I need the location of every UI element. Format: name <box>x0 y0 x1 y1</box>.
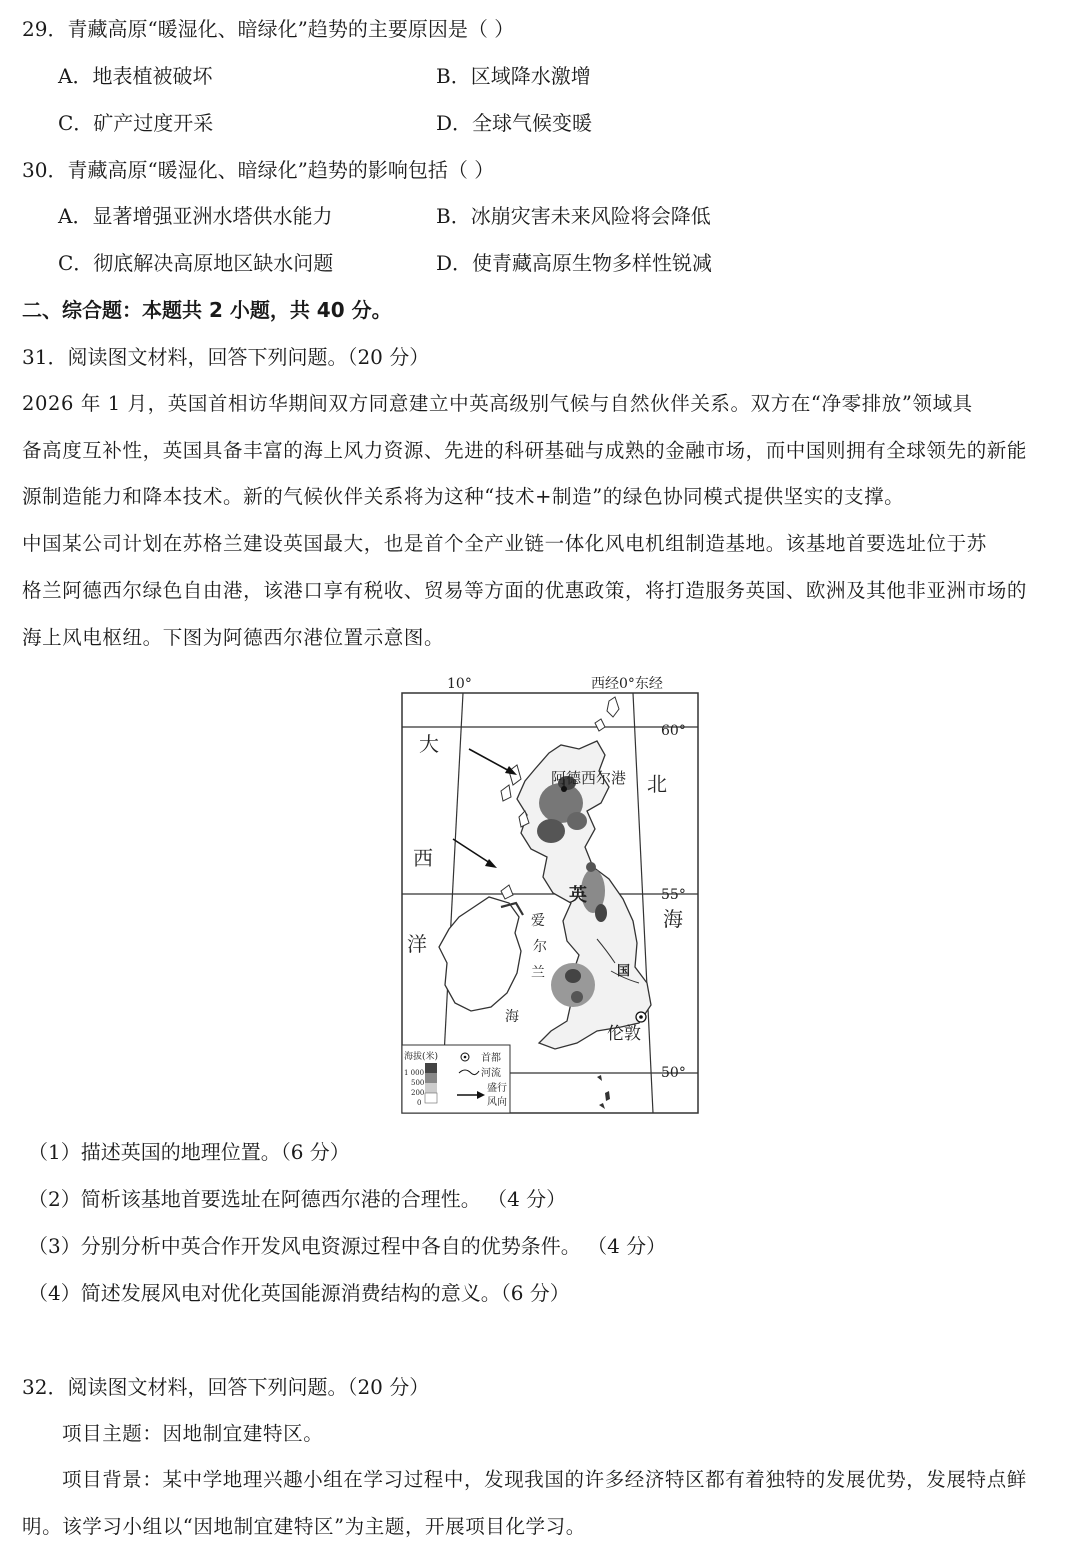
legend-wind-2: 风向 <box>487 1097 507 1108</box>
map-label-guo: 国 <box>617 964 631 979</box>
q31-stem: 31．阅读图文材料，回答下列问题。（20 分） <box>22 345 430 369</box>
map-label-ying: 英 <box>569 885 587 906</box>
q31-paragraph1-line3: 源制造能力和降本技术。新的气候伙伴关系将为这种“技术+制造”的绿色协同模式提供坚实的支撑。 <box>22 485 905 508</box>
london-label: 伦敦 <box>607 1024 641 1044</box>
legend-wind-1: 盛行 <box>487 1083 507 1094</box>
q30-option-a: A．显著增强亚洲水塔供水能力 <box>58 204 333 228</box>
q31-sub2: （2）简析该基地首要选址在阿德西尔港的合理性。 （4 分） <box>28 1187 567 1211</box>
legend-1000: 1 000 <box>404 1069 425 1077</box>
map-label-yang: 洋 <box>407 932 427 956</box>
q31-paragraph2-line3: 海上风电枢纽。下图为阿德西尔港位置示意图。 <box>22 626 445 649</box>
lon-0-label: 西经0°东经 <box>591 676 663 692</box>
legend-capital: 首都 <box>481 1053 501 1064</box>
lat-55-label: 55° <box>661 887 686 903</box>
lon-10-label: 10° <box>447 676 472 692</box>
q29-option-a: A．地表植被破坏 <box>58 64 213 88</box>
q30-option-b: B．冰崩灾害未来风险将会降低 <box>436 204 711 228</box>
lat-60-label: 60° <box>661 723 686 739</box>
q32-theme: 项目主题：因地制宜建特区。 <box>62 1422 324 1445</box>
q30-stem: 30．青藏高原“暖湿化、暗绿化”趋势的影响包括（ ） <box>22 158 495 182</box>
map-label-xi: 西 <box>413 846 433 870</box>
q32-stem: 32．阅读图文材料，回答下列问题。（20 分） <box>22 1375 430 1399</box>
q30-option-d: D．使青藏高原生物多样性锐减 <box>436 251 713 275</box>
legend-elevation-title: 海拔(米) <box>404 1052 439 1062</box>
section-heading: 二、综合题：本题共 2 小题，共 40 分。 <box>22 298 392 322</box>
legend-river: 河流 <box>481 1068 501 1079</box>
map-label-er: 尔 <box>533 939 547 955</box>
legend-200: 200 <box>411 1089 425 1097</box>
legend-0: 0 <box>417 1099 422 1107</box>
q32-background-line1: 项目背景：某中学地理兴趣小组在学习过程中，发现我国的许多经济特区都有着独特的发展优势，发展特点鲜 <box>62 1468 1027 1491</box>
q31-paragraph1-line2: 备高度互补性，英国具备丰富的海上风力资源、先进的科研基础与成熟的金融市场，而中国则拥有全球领先的新能 <box>22 439 1028 462</box>
q31-paragraph2-line1: 中国某公司计划在苏格兰建设英国最大，也是首个全产业链一体化风电机组制造基地。该基地首要选址位于苏 <box>22 532 987 555</box>
map-label-ai: 爱 <box>531 913 545 929</box>
q29-stem: 29．青藏高原“暖湿化、暗绿化”趋势的主要原因是（ ） <box>22 17 515 41</box>
q29-option-b: B．区域降水激增 <box>436 64 591 88</box>
q31-paragraph2-line2: 格兰阿德西尔绿色自由港，该港口享有税收、贸易等方面的优惠政策，将打造服务英国、欧洲及其他非亚洲市场的 <box>22 579 1028 602</box>
q31-sub4: （4）简述发展风电对优化英国能源消费结构的意义。（6 分） <box>28 1281 570 1305</box>
q29-option-d: D．全球气候变暖 <box>436 111 593 135</box>
q31-paragraph1-line1: 2026 年 1 月，英国首相访华期间双方同意建立中英高级别气候与自然伙伴关系。双方在“净零排放”领域具 <box>22 392 973 415</box>
q30-option-c: C．彻底解决高原地区缺水问题 <box>58 251 334 275</box>
q29-option-c: C．矿产过度开采 <box>58 111 214 135</box>
map-label-hai2: 海 <box>505 1009 519 1025</box>
map-label-da: 大 <box>419 732 439 756</box>
q31-sub3: （3）分别分析中英合作开发风电资源过程中各自的优势条件。 （4 分） <box>28 1234 667 1258</box>
q31-sub1: （1）描述英国的地理位置。（6 分） <box>28 1140 350 1164</box>
lat-50-label: 50° <box>661 1065 686 1081</box>
q32-background-line2: 明。该学习小组以“因地制宜建特区”为主题，开展项目化学习。 <box>22 1515 586 1538</box>
legend-500: 500 <box>411 1079 425 1087</box>
port-label: 阿德西尔港 <box>551 769 627 787</box>
adexier-port-location-map <box>401 671 701 1116</box>
map-label-hai: 海 <box>663 907 683 931</box>
map-label-bei: 北 <box>647 772 667 796</box>
map-label-lan: 兰 <box>531 965 545 981</box>
